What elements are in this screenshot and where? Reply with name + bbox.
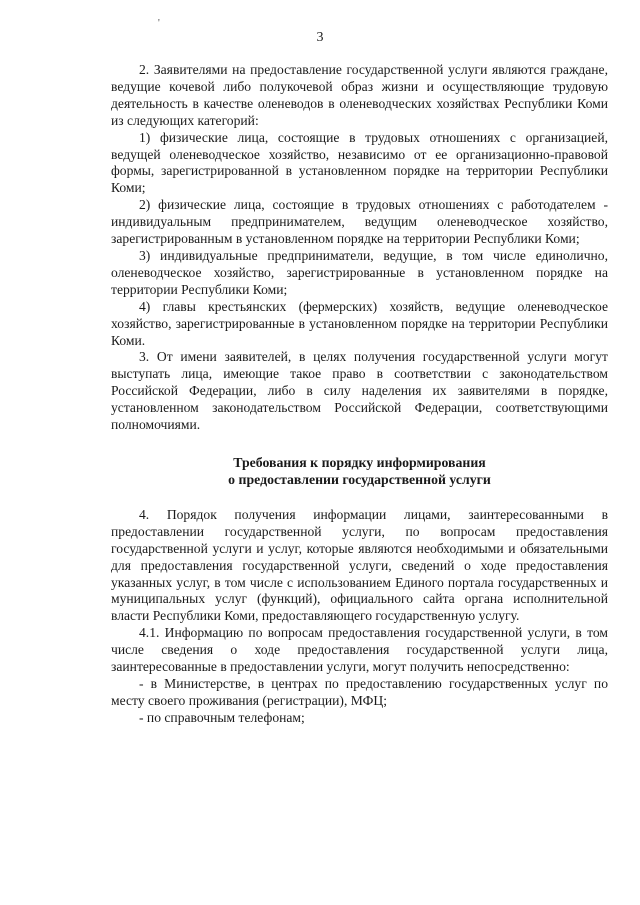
paragraph-representatives: 3. От имени заявителей, в целях получения государственной услуги могут выступать лица, имеющие такое право в соответствии с законодательством Российской Федерации, либо в силу наделения их заявителями в порядке, установленном законодательством Российской Федерации, соответствующими полномочиями. <box>111 349 608 433</box>
paragraph-applicants: 2. Заявителями на предоставление государственной услуги являются граждане, ведущие кочевой либо полукочевой образ жизни и осуществляющие трудовую деятельность в качестве оленеводов в оленеводческих хозяйствах Республики Коми из следующих категорий: <box>111 62 608 128</box>
paragraph-category-4: 4) главы крестьянских (фермерских) хозяйств, ведущие оленеводческое хозяйство, зарегистрированные в установленном порядке на территории Республики Коми. <box>111 298 608 348</box>
section-heading-line-1: Требования к порядку информирования <box>233 454 486 470</box>
paragraph-category-2: 2) физические лица, состоящие в трудовых отношениях с работодателем - индивидуальным предпринимателем, ведущим оленеводческое хозяйство, зарегистрированным в установленном порядке на территории Республики Коми; <box>111 197 608 247</box>
document-body <box>111 62 608 727</box>
section-heading-line-2: о предоставлении государственной услуги <box>228 472 491 488</box>
paragraph-info-sources: 4.1. Информацию по вопросам предоставления государственной услуги, в том числе сведения о ходе предоставления государственной услуги лица, заинтересованные в предоставлении услуги, могут получить непосредственно: <box>111 625 608 675</box>
section-heading <box>111 454 608 489</box>
paragraph-category-3: 3) индивидуальные предприниматели, ведущие, в том числе единолично, оленеводческое хозяйство, зарегистрированные в установленном порядке на территории Республики Коми; <box>111 247 608 297</box>
paragraph-category-1: 1) физические лица, состоящие в трудовых отношениях с организацией, ведущей оленеводческое хозяйство, независимо от ее организационно-правовой формы, зарегистрированной в установленном порядке на территории Республики Коми; <box>111 129 608 196</box>
paragraph-info-procedure: 4. Порядок получения информации лицами, заинтересованными в предоставлении государственной услуги, по вопросам предоставления государственной услуги и услуг, которые являются необходимыми и обязательными для предоставления государственной услуги, сведений о ходе предоставления указанных услуг, в том числе с использованием Единого портала государственных и муниципальных услуг (функций), официального сайта органа исполнительной власти Республики Коми, предоставляющего государственную услугу. <box>111 506 608 624</box>
page-number: 3 <box>316 30 324 45</box>
scan-speck: ' <box>158 18 160 29</box>
list-item-phones: - по справочным телефонам; <box>139 709 305 725</box>
list-item-ministry: - в Министерстве, в центрах по предоставлению государственных услуг по месту своего проживания (регистрации), МФЦ; <box>111 676 608 708</box>
